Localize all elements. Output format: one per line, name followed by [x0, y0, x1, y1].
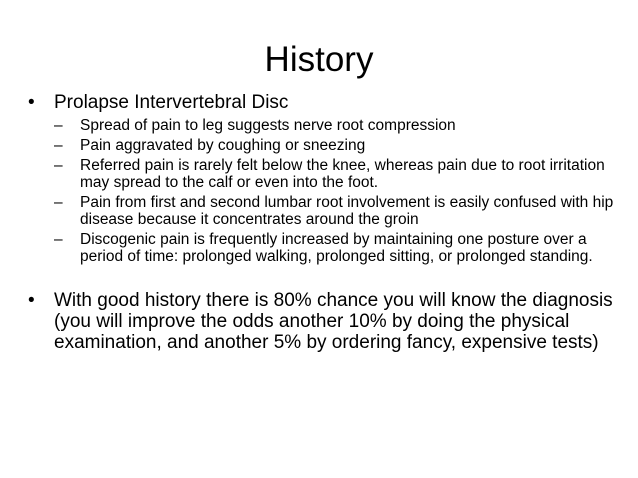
bullet-marker: •: [28, 92, 35, 113]
slide-title: History: [264, 40, 374, 79]
bullet-text: With good history there is 80% chance you will know the diagnosis (you will improve the odds another 10% by doing the physical examination, and another 5% by ordering fancy, expensive tests): [54, 290, 613, 353]
dash-marker: –: [54, 231, 63, 248]
sub-bullet-item: [26, 117, 634, 134]
sub-bullet-list: [26, 117, 634, 265]
sub-bullet-text: Pain from first and second lumbar root involvement is easily confused with hip disease because it concentrates around the groin: [80, 194, 614, 228]
dash-marker: –: [54, 194, 63, 211]
slide-body: [26, 92, 634, 353]
dash-marker: –: [54, 117, 63, 134]
bullet-prolapse-disc: [26, 92, 634, 113]
dash-marker: –: [54, 137, 63, 154]
sub-bullet-text: Referred pain is rarely felt below the knee, whereas pain due to root irritation may spread to the calf or even into the foot.: [80, 157, 605, 191]
sub-bullet-item: [26, 137, 634, 154]
bullet-marker: •: [28, 290, 35, 311]
sub-bullet-text: Discogenic pain is frequently increased by maintaining one posture over a period of time: prolonged walking, prolonged sitting, or prolonged standing.: [80, 231, 593, 265]
bullet-text: Prolapse Intervertebral Disc: [54, 92, 289, 113]
sub-bullet-item: [26, 157, 634, 191]
bullet-history-accuracy: [26, 290, 634, 353]
sub-bullet-item: [26, 231, 634, 265]
bullet-spacer: [26, 268, 634, 290]
sub-bullet-text: Spread of pain to leg suggests nerve root compression: [80, 117, 456, 134]
sub-bullet-item: [26, 194, 634, 228]
dash-marker: –: [54, 157, 63, 174]
sub-bullet-text: Pain aggravated by coughing or sneezing: [80, 137, 366, 154]
